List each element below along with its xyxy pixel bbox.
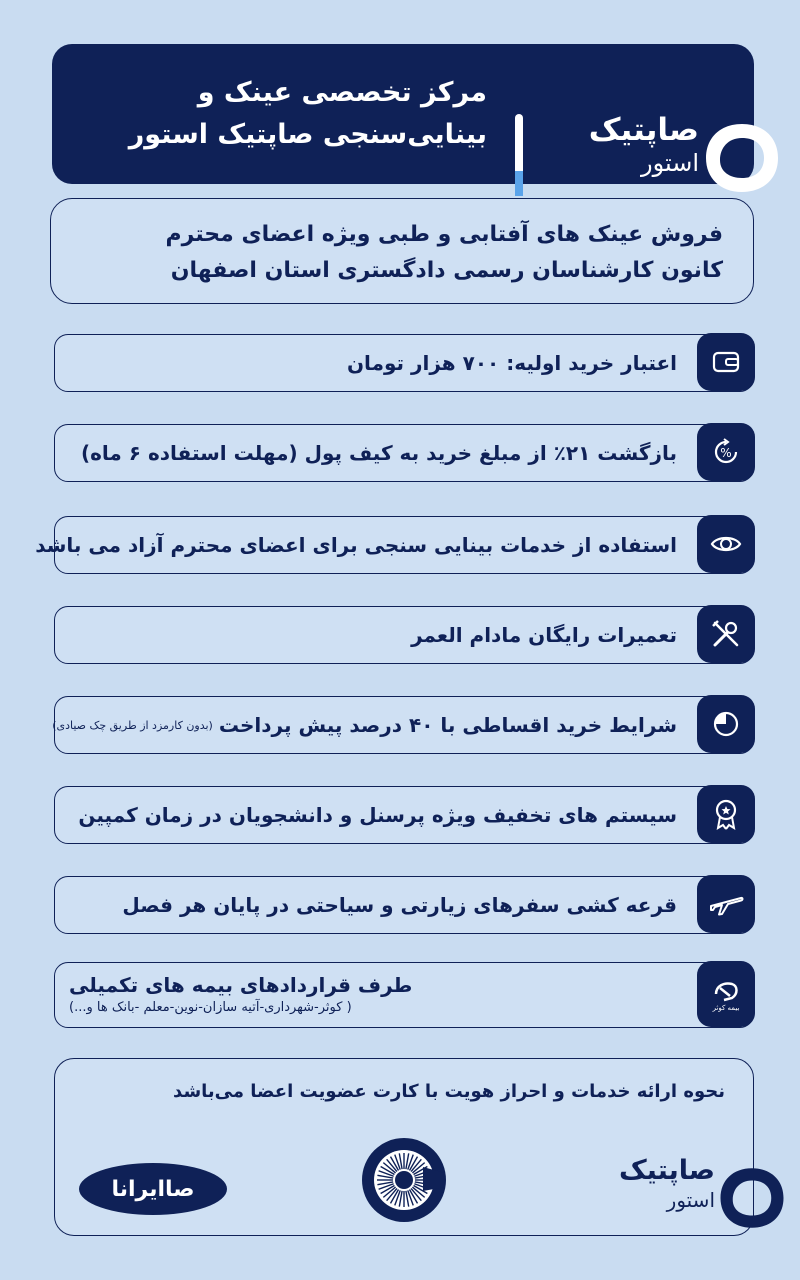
brand-wordmark: [544, 112, 699, 178]
benefit-text: [69, 963, 677, 1027]
title-line-1: مرکز تخصصی عینک و: [197, 77, 487, 108]
header-divider-fill: [515, 171, 523, 196]
title-line-2: بینایی‌سنجی صاپتیک استور: [128, 119, 487, 150]
wallet-icon: [697, 333, 755, 391]
brand-name: صاپتیک: [588, 112, 699, 148]
benefit-main-text: شرایط خرید اقساطی با ۴۰ درصد پیش پرداخت: [218, 713, 677, 737]
benefit-text: تعمیرات رایگان مادام العمر: [411, 623, 677, 647]
benefit-row-insurance: [54, 962, 754, 1028]
benefit-note: (بدون کارمزد از طریق چک صیادی): [52, 718, 213, 732]
header-banner: [52, 44, 754, 184]
award-badge-icon: [697, 785, 755, 843]
percent-refund-icon: [697, 423, 755, 481]
page-title: [82, 72, 487, 156]
pie-chart-icon: [697, 695, 755, 753]
header-divider: [515, 114, 523, 196]
benefit-main-text: طرف قراردادهای بیمه های تکمیلی: [69, 973, 413, 997]
benefit-subtext: ( کوثر-شهرداری-آتیه سازان-نوین-معلم -بانک ها و...): [69, 1000, 352, 1015]
benefit-row-credit: [54, 334, 754, 392]
benefit-text: بازگشت ۲۱٪ از مبلغ خرید به کیف پول (مهلت استفاده ۶ ماه): [80, 441, 677, 465]
footer-brand-name: صاپتیک: [618, 1155, 715, 1186]
intro-line-1: فروش عینک های آفتابی و طبی ویژه اعضای محترم: [165, 222, 723, 247]
saptic-logo-icon: [717, 1163, 787, 1233]
benefit-row-discounts: [54, 786, 754, 844]
association-logo-icon: [361, 1137, 447, 1223]
tools-icon: [697, 605, 755, 663]
benefit-row-lottery: [54, 876, 754, 934]
brand-sub: استور: [640, 149, 699, 177]
benefit-text: سیستم های تخفیف ویژه پرسنل و دانشجویان در زمان کمپین: [78, 803, 677, 827]
benefit-text: اعتبار خرید اولیه: ۷۰۰ هزار تومان: [346, 351, 677, 375]
airplane-icon: [697, 875, 755, 933]
footer-note: نحوه ارائه خدمات و احراز هویت با کارت عضویت اعضا می‌باشد: [173, 1081, 725, 1102]
intro-box: [50, 198, 754, 304]
saptic-logo-icon: [702, 118, 782, 198]
benefit-row-eye-exam: [35, 516, 754, 574]
intro-line-2: کانون کارشناسان رسمی دادگستری استان اصفهان: [170, 258, 723, 283]
partner-name: صاایرانا: [111, 1176, 195, 1202]
eye-icon: [697, 515, 755, 573]
svg-text:%: %: [720, 446, 732, 460]
benefit-text: استفاده از خدمات بینایی سنجی برای اعضای محترم آزاد می باشد: [35, 533, 677, 557]
benefit-text: قرعه کشی سفرهای زیارتی و سیاحتی در پایان هر فصل: [122, 893, 677, 917]
svg-text:بیمه کوثر: بیمه کوثر: [712, 1004, 740, 1012]
benefit-row-installments: [54, 696, 754, 754]
benefit-row-repairs: [54, 606, 754, 664]
insurance-logo-icon: [697, 961, 755, 1027]
benefit-row-cashback: [54, 424, 754, 482]
benefit-text: [52, 697, 677, 753]
partner-logo: [79, 1163, 227, 1215]
footer-brand-sub: استور: [666, 1188, 715, 1212]
footer-brand-wordmark: [575, 1155, 715, 1213]
footer-box: [54, 1058, 754, 1236]
